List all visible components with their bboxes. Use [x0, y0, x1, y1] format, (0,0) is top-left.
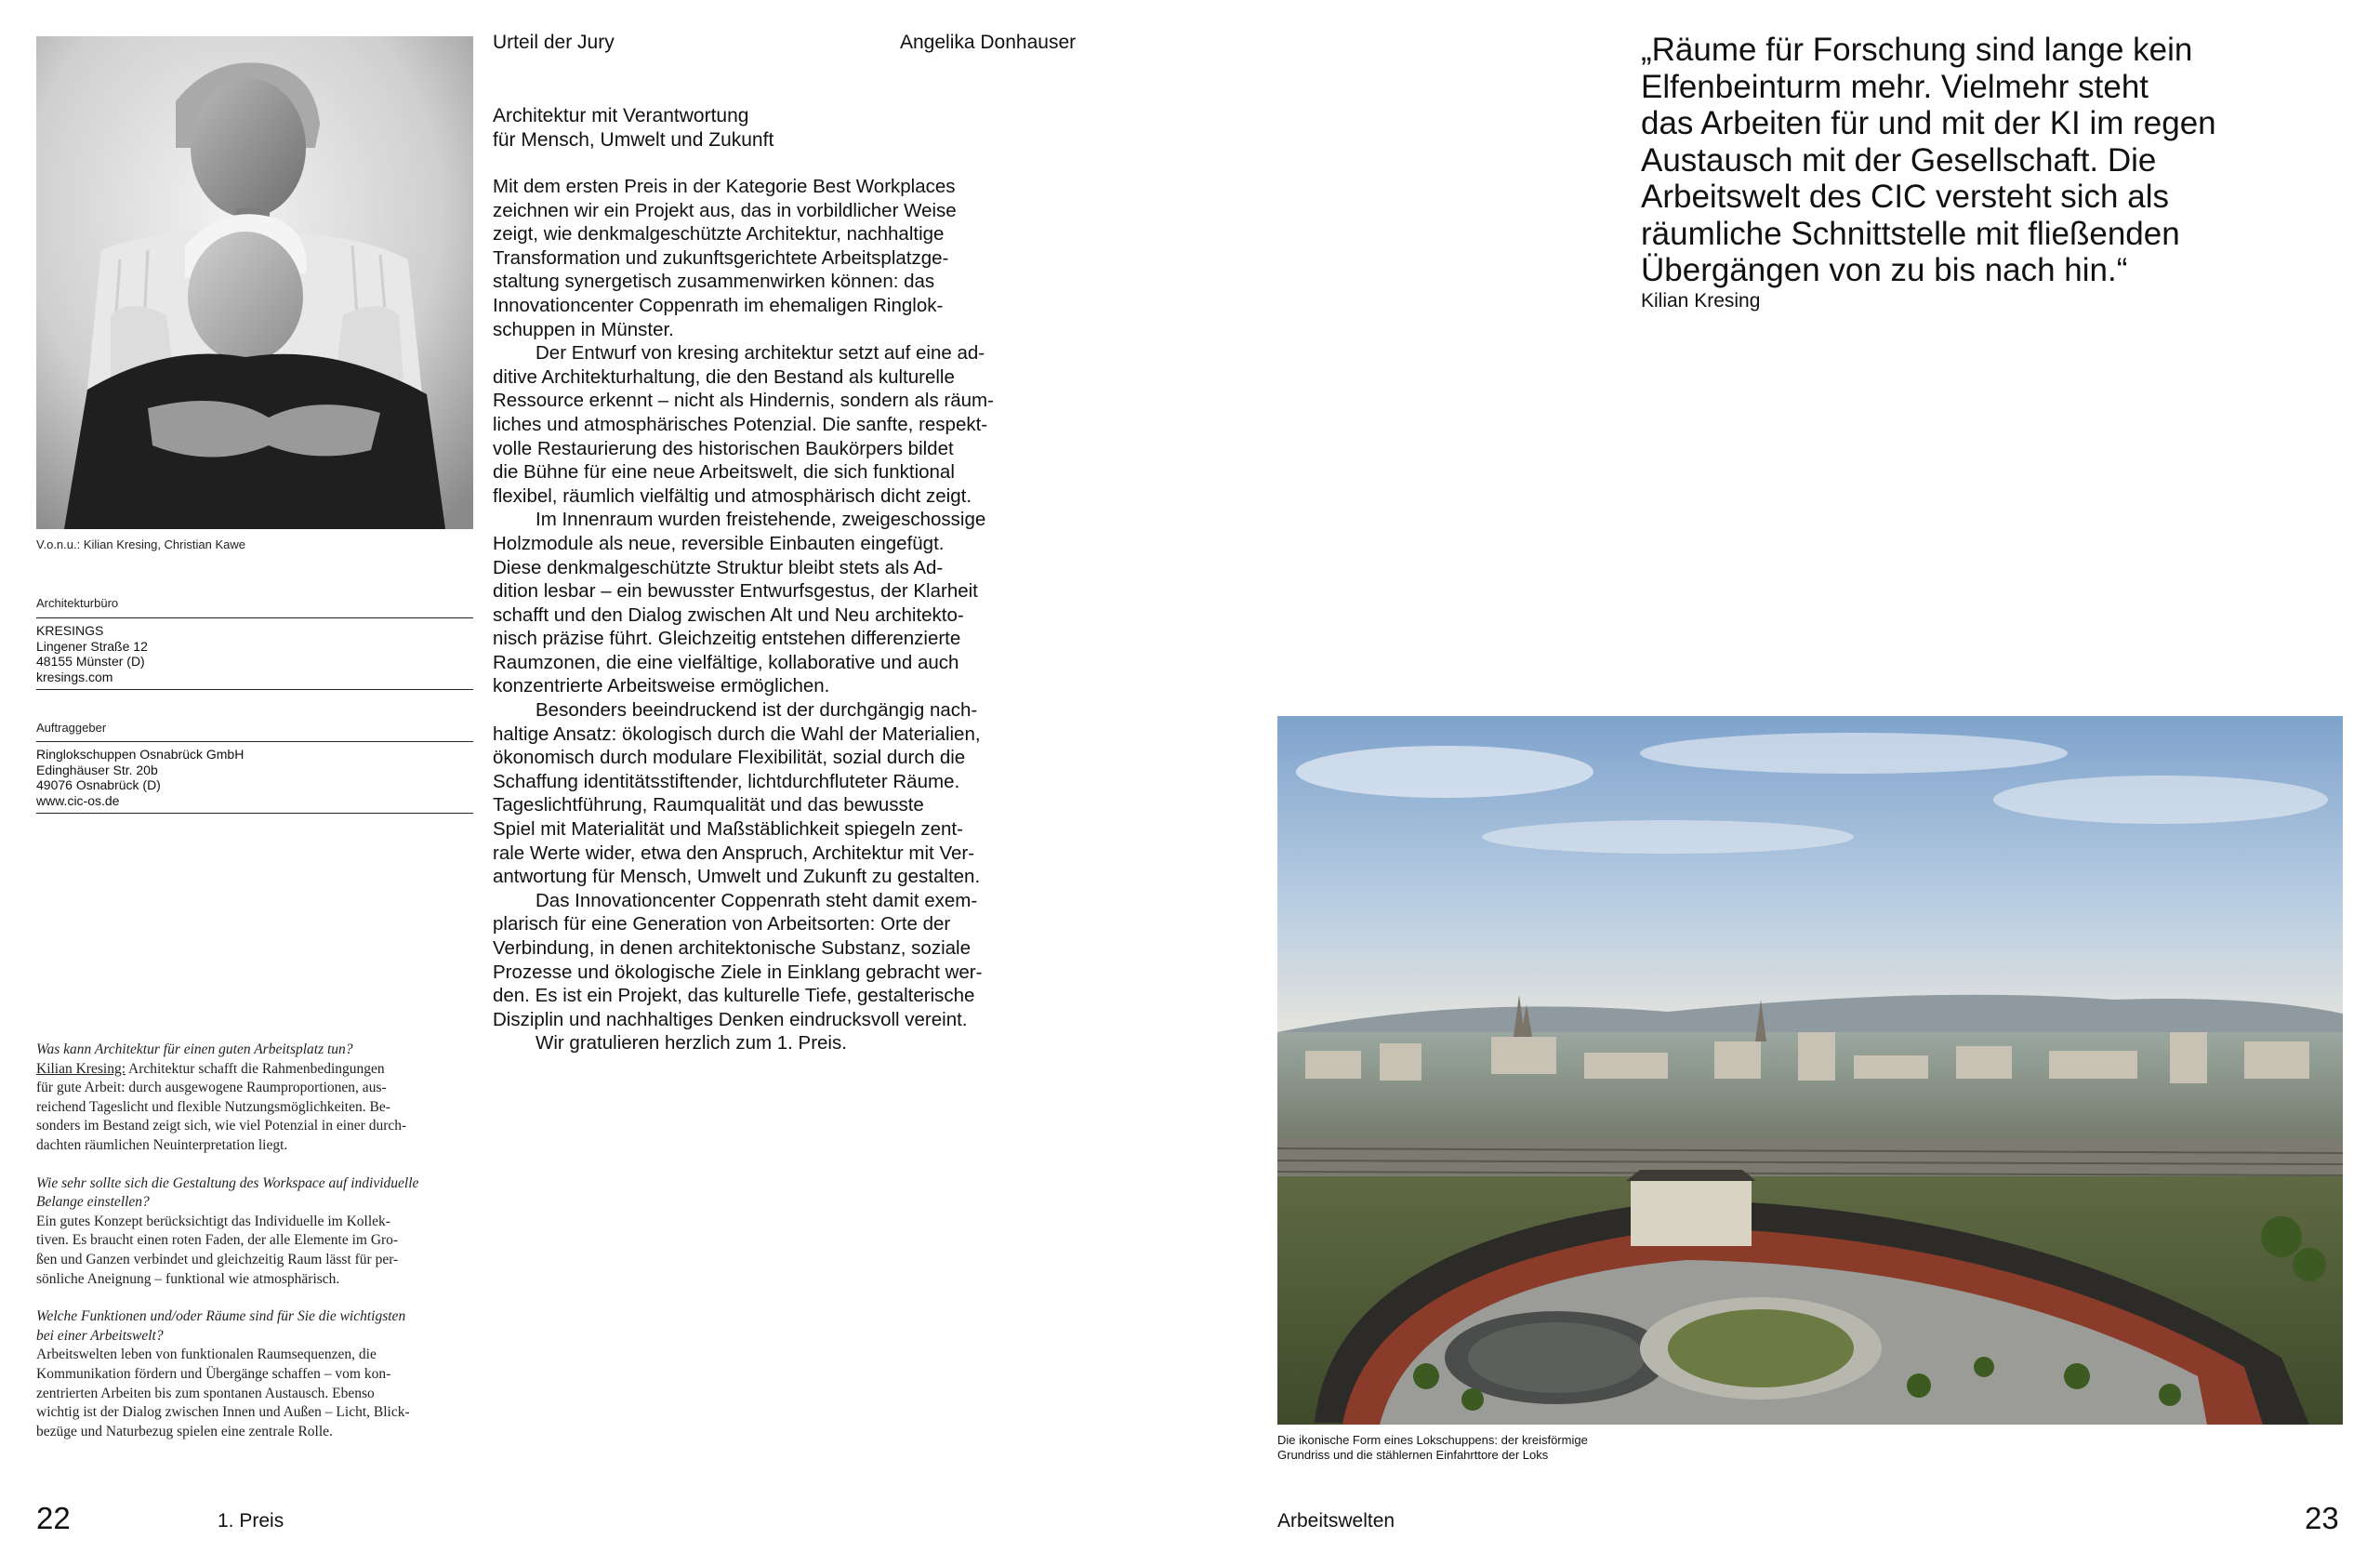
statement-line: ökonomisch durch modulare Flexibilität, sozial durch die [493, 747, 966, 769]
quote-line: Übergängen von zu bis nach hin.“ [1641, 252, 2128, 288]
client-address [36, 747, 244, 808]
jury-author: Angelika Donhauser [900, 32, 1077, 53]
address-line: Ringlokschuppen Osnabrück GmbH [36, 747, 245, 762]
portrait-caption: V.o.n.u.: Kilian Kresing, Christian Kawe [36, 537, 245, 551]
interview-question: Wie sehr sollte sich die Gestaltung des Workspace auf individuelle [36, 1174, 419, 1191]
client-label: Auftraggeber [36, 721, 107, 735]
interview-question: bei einer Arbeitswelt? [36, 1327, 164, 1344]
statement-line: liches und atmosphärisches Potenzial. Die sanfte, respekt- [493, 413, 988, 435]
statement-line: Tageslichtführung, Raumqualität und das bewusste [493, 794, 924, 816]
statement-line: Das Innovationcenter Coppenrath steht damit exem- [536, 889, 978, 911]
answer-line: Kommunikation fördern und Übergänge schaffen – vom kon- [36, 1365, 391, 1382]
interview-question: Belange einstellen? [36, 1194, 150, 1211]
answer-line: zentrierten Arbeiten bis zum spontanen Austausch. Ebenso [36, 1385, 375, 1401]
statement-line: Spiel mit Materialität und Maßstäblichkeit spiegeln zent- [493, 818, 963, 841]
architect-label: Architekturbüro [36, 596, 119, 610]
statement-line: konzentrierte Arbeitsweise ermöglichen. [493, 675, 830, 697]
statement-line: Der Entwurf von kresing architektur setzt auf eine ad- [536, 342, 985, 365]
statement-line: Verbindung, in denen architektonische Substanz, soziale [493, 937, 971, 959]
page-number-right: 23 [2305, 1501, 2339, 1535]
interview [36, 1041, 483, 1441]
statement-line: volle Restaurierung des historischen Baukörpers bildet [493, 437, 954, 459]
statement-line: Raumzonen, die eine vielfältige, kollaborative und auch [493, 651, 959, 673]
divider [36, 741, 473, 742]
statement-line: plarisch für eine Generation von Arbeitsorten: Orte der [493, 913, 951, 935]
page-number-left: 22 [36, 1501, 71, 1535]
pull-quote [1641, 32, 2366, 289]
quote-line: Elfenbeinturm mehr. Vielmehr steht [1641, 68, 2149, 105]
section-label-left: 1. Preis [218, 1510, 284, 1532]
statement-line: Diese denkmalgeschützte Struktur bleibt stets als Ad- [493, 556, 944, 578]
address-line: KRESINGS [36, 623, 104, 638]
statement-line: zeigt, wie denkmalgeschützte Architektur, nachhaltige [493, 223, 945, 245]
statement-line: Disziplin und nachhaltiges Denken eindrucksvoll vereint. [493, 1008, 968, 1030]
interview-answer [36, 1060, 483, 1080]
address-line: Lingener Straße 12 [36, 638, 148, 654]
answer-line: sönliche Aneignung – funktional wie atmosphärisch. [36, 1270, 340, 1287]
caption-line: Grundriss und die stählernen Einfahrttore der Loks [1277, 1448, 1549, 1462]
address-line: 48155 Münster (D) [36, 654, 145, 670]
portrait-photo [36, 36, 473, 529]
interview-question: Was kann Architektur für einen guten Arbeitsplatz tun? [36, 1041, 353, 1057]
answer-line: ßen und Ganzen verbindet und gleichzeitig Raum lässt für per- [36, 1251, 399, 1267]
quote-line: Austausch mit der Gesellschaft. Die [1641, 141, 2157, 179]
answer-line: Architektur schafft die Rahmenbedingungen [126, 1060, 385, 1077]
subheadline-line: für Mensch, Umwelt und Zukunft [493, 129, 774, 151]
statement-line: antwortung für Mensch, Umwelt und Zukunft zu gestalten. [493, 866, 981, 888]
caption-line: Die ikonische Form eines Lokschuppens: der kreisförmige [1277, 1433, 1588, 1447]
quote-author: Kilian Kresing [1641, 290, 1761, 312]
statement-line: Besonders beeindruckend ist der durchgängig nach- [536, 699, 978, 722]
subheadline [493, 104, 774, 153]
statement-line: Holzmodule als neue, reversible Einbauten eingefügt. [493, 532, 945, 554]
divider [36, 813, 473, 814]
answer-line: tiven. Es braucht einen roten Faden, der alle Elemente im Gro- [36, 1232, 399, 1249]
aerial-photo-roundhouse [1277, 716, 2343, 1425]
address-line: Edinghäuser Str. 20b [36, 762, 158, 777]
architect-address [36, 623, 148, 684]
statement-line: Schaffung identitätsstiftender, lichtdurchfluteter Räume. [493, 770, 960, 792]
statement-line: dition lesbar – ein bewusster Entwurfsgestus, der Klarheit [493, 580, 978, 603]
address-line: 49076 Osnabrück (D) [36, 777, 161, 793]
statement-line: haltige Ansatz: ökologisch durch die Wahl der Materialien, [493, 723, 981, 745]
address-line: kresings.com [36, 669, 113, 684]
answer-line: sonders im Bestand zeigt sich, wie viel Potenzial in einer durch- [36, 1118, 407, 1134]
statement-line: rale Werte wider, etwa den Anspruch, Architektur mit Ver- [493, 842, 975, 864]
statement-line: Innovationcenter Coppenrath im ehemaligen Ringlok- [493, 294, 944, 316]
answer-line: Ein gutes Konzept berücksichtigt das Individuelle im Kollek- [36, 1213, 390, 1229]
statement-line: staltung synergetisch zusammenwirken können: das [493, 271, 935, 293]
statement-line: ditive Architekturhaltung, die den Bestand als kulturelle [493, 365, 955, 388]
statement-line: die Bühne für eine neue Arbeitswelt, die sich funktional [493, 461, 955, 484]
jury-statement [493, 175, 1111, 1055]
statement-line: flexibel, räumlich vielfältig und atmosphärisch dicht zeigt. [493, 484, 972, 507]
speaker-name: Kilian Kresing: [36, 1060, 126, 1077]
statement-line: nisch präzise führt. Gleichzeitig entstehen differenzierte [493, 628, 961, 650]
quote-line: „Räume für Forschung sind lange kein [1641, 32, 2193, 68]
statement-line: zeichnen wir ein Projekt aus, das in vorbildlicher Weise [493, 199, 957, 221]
answer-line: dachten räumlichen Neuinterpretation liegt. [36, 1136, 288, 1153]
quote-line: das Arbeiten für und mit der KI im regen [1641, 105, 2216, 141]
statement-line: Transformation und zukunftsgerichtete Arbeitsplatzge- [493, 246, 949, 269]
statement-line: schuppen in Münster. [493, 318, 674, 340]
answer-line: für gute Arbeit: durch ausgewogene Raumproportionen, aus- [36, 1080, 387, 1096]
answer-line: bezüge und Naturbezug spielen eine zentrale Rolle. [36, 1423, 333, 1439]
statement-line: Mit dem ersten Preis in der Kategorie Best Workplaces [493, 176, 956, 197]
section-label-right: Arbeitswelten [1277, 1510, 1395, 1532]
statement-line: Wir gratulieren herzlich zum 1. Preis. [536, 1032, 847, 1055]
divider [36, 617, 473, 618]
statement-line: schafft und den Dialog zwischen Alt und Neu architekto- [493, 604, 964, 626]
interview-question: Welche Funktionen und/oder Räume sind für Sie die wichtigsten [36, 1308, 406, 1325]
photo-caption [1277, 1433, 1588, 1463]
statement-line: den. Es ist ein Projekt, das kulturelle Tiefe, gestalterische [493, 985, 975, 1007]
statement-line: Prozesse und ökologische Ziele in Einklang gebracht wer- [493, 961, 983, 983]
statement-line: Ressource erkennt – nicht als Hindernis, sondern als räum- [493, 390, 994, 412]
quote-line: räumliche Schnittstelle mit fließenden [1641, 215, 2180, 252]
answer-line: reichend Tageslicht und flexible Nutzungsmöglichkeiten. Be- [36, 1098, 390, 1115]
answer-line: Arbeitswelten leben von funktionalen Raumsequenzen, die [36, 1346, 377, 1363]
quote-line: Arbeitswelt des CIC versteht sich als [1641, 179, 2169, 215]
statement-line: Im Innenraum wurden freistehende, zweigeschossige [536, 509, 986, 531]
answer-line: wichtig ist der Dialog zwischen Innen und Außen – Licht, Blick- [36, 1404, 410, 1421]
jury-label: Urteil der Jury [493, 32, 615, 53]
address-line: www.cic-os.de [36, 792, 120, 808]
subheadline-line: Architektur mit Verantwortung [493, 105, 749, 126]
divider [36, 689, 473, 690]
